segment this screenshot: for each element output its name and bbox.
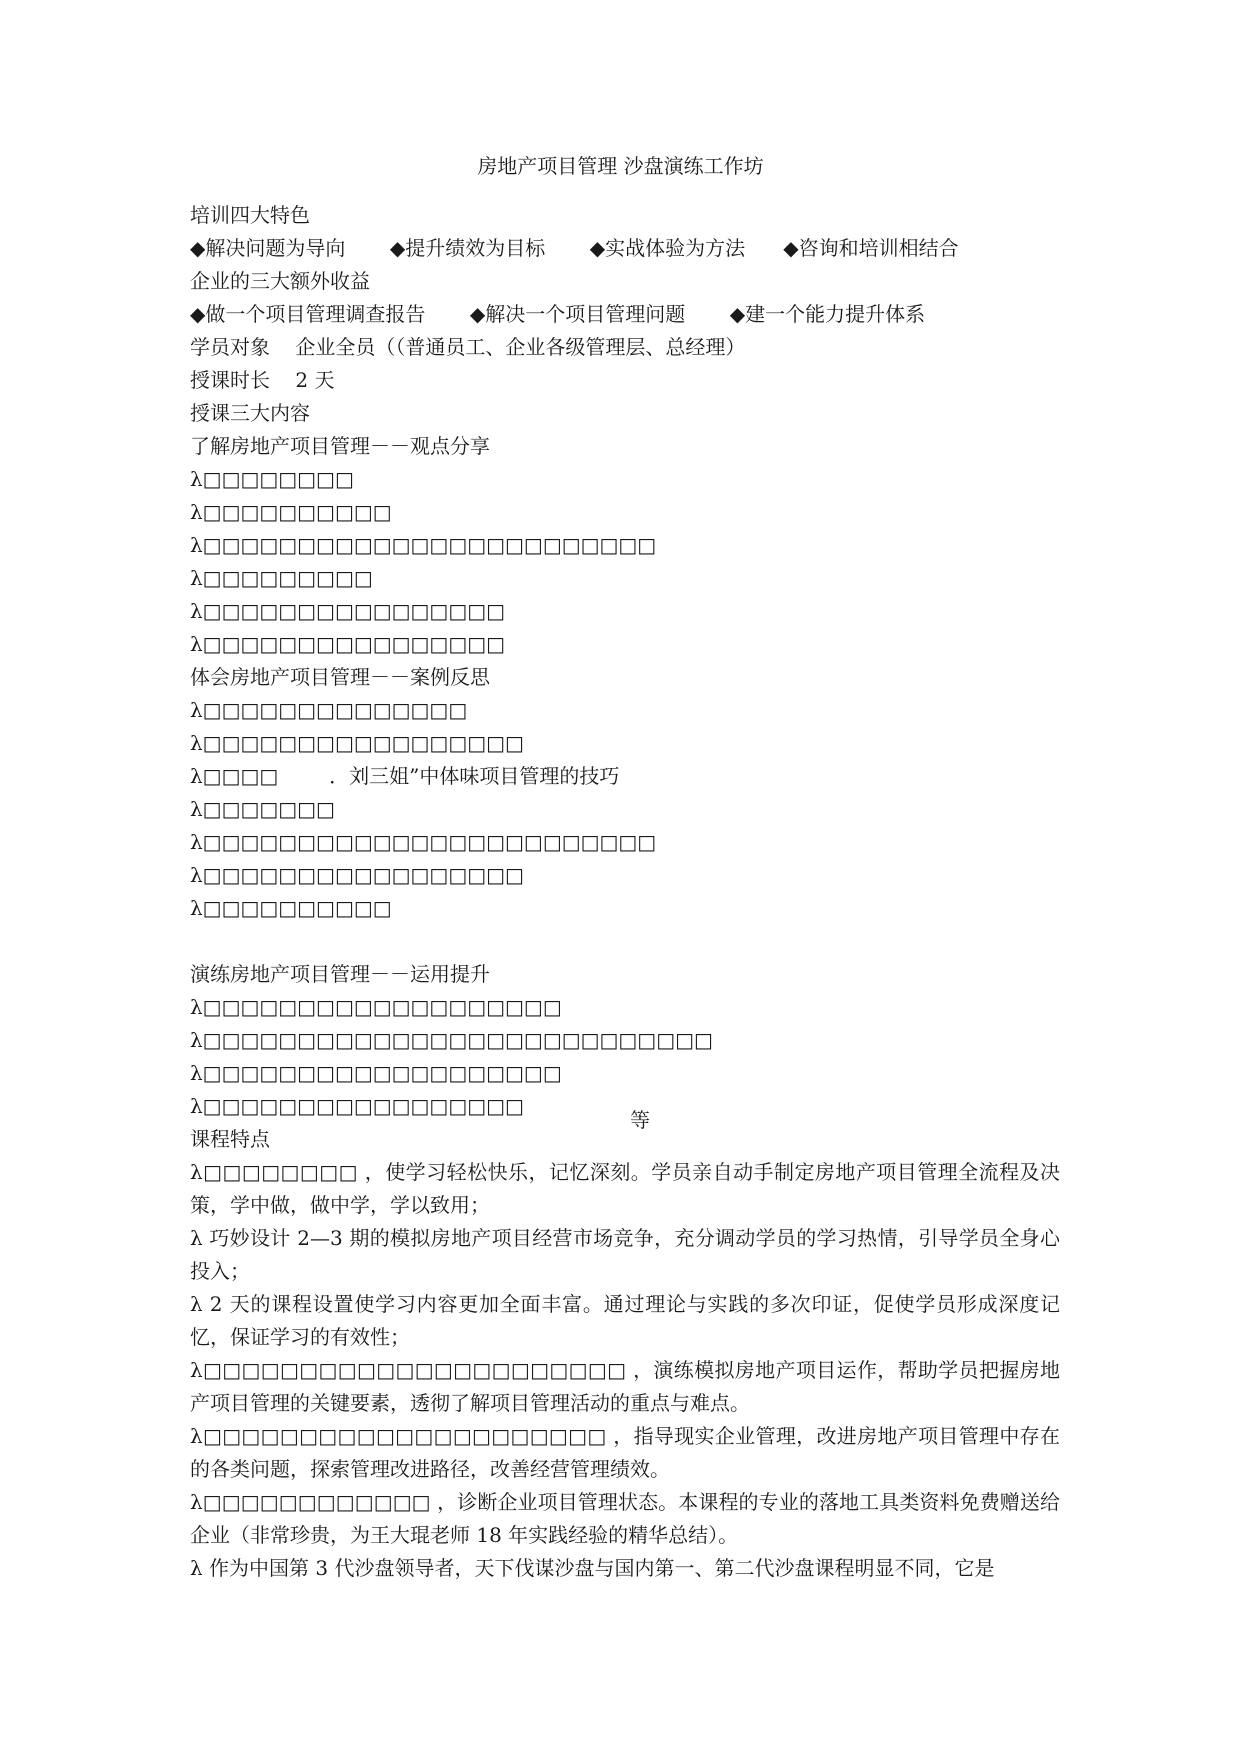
text-line: λ□□□□□□□□□□□□□□□□□□□□□□□□ <box>190 533 657 557</box>
text-line: λ□□□□□□□□□□□□□□□□□□□□□□□□□□□ <box>190 1028 713 1052</box>
text-line: λ□□□□□□□□□□ <box>190 896 392 920</box>
text-line: 课程特点 <box>190 1127 270 1151</box>
feature-paragraph: λ 巧妙设计 2—3 期的模拟房地产项目经营市场竞争，充分调动学员的学习热情，引导学员全身心投入； <box>190 1226 1060 1283</box>
document-title: 房地产项目管理 沙盘演练工作坊 <box>477 154 764 178</box>
text-line: λ□□□□□□□□□□□□□□□□□ <box>190 1094 524 1118</box>
text-line: λ□□□□□□□□□□□□□□□□ <box>190 599 506 623</box>
text-line: λ□□□□□□□□□□□□□□□□□ <box>190 863 524 887</box>
text-line: λ□□□□□□□□□□□□□□□□□□□ <box>190 995 562 1019</box>
feature-paragraph: λ 2 天的课程设置使学习内容更加全面丰富。通过理论与实践的多次印证，促使学员形成深度记忆，保证学习的有效性； <box>190 1292 1060 1349</box>
text-line: ◆做一个项目管理调查报告 ◆解决一个项目管理问题 ◆建一个能力提升体系 <box>190 302 926 326</box>
etc-text: 等 <box>630 1108 650 1132</box>
text-line: 授课时长 2 天 <box>190 368 335 392</box>
text-line: λ□□□□□□□□□□□□□□□□ <box>190 632 506 656</box>
text-line: λ□□□□□□□□□□□□□□□□□□□ <box>190 1061 562 1085</box>
text-line: λ□□□□□□□□□□□□□□ <box>190 698 468 722</box>
text-line: 演练房地产项目管理－－运用提升 <box>190 962 490 986</box>
text-line: 体会房地产项目管理－－案例反思 <box>190 665 490 689</box>
text-line: λ□□□□□□□□□□ <box>190 500 392 524</box>
text-line: λ□□□□ ．刘三姐”中体味项目管理的技巧 <box>190 764 620 788</box>
text-line: 了解房地产项目管理－－观点分享 <box>190 434 490 458</box>
text-line: ◆解决问题为导向 ◆提升绩效为目标 ◆实战体验为方法 ◆咨询和培训相结合 <box>190 236 959 260</box>
text-line: 培训四大特色 <box>190 203 310 227</box>
text-line: λ□□□□□□□□ <box>190 467 354 491</box>
feature-paragraph: λ□□□□□□□□□□□□□□□□□□□□□ ，指导现实企业管理，改进房地产项目管理中存在的各类问题，探索管理改进路径，改善经营管理绩效。 <box>190 1424 1060 1481</box>
text-line: 企业的三大额外收益 <box>190 269 370 293</box>
feature-paragraph: λ□□□□□□□□□□□□ ，诊断企业项目管理状态。本课程的专业的落地工具类资料免费赠送给企业（非常珍贵，为王大琨老师 18 年实践经验的精华总结）。 <box>190 1490 1060 1547</box>
text-line: 学员对象 企业全员（（普通员工、企业各级管理层、总经理） <box>190 335 746 359</box>
feature-paragraph: λ□□□□□□□□ ，使学习轻松快乐，记忆深刻。学员亲自动手制定房地产项目管理全流程及决策，学中做，做中学，学以致用； <box>190 1160 1060 1217</box>
text-line: 授课三大内容 <box>190 401 310 425</box>
text-line: λ□□□□□□□□□□□□□□□□□□□□□□□□ <box>190 830 657 854</box>
text-line: λ□□□□□□□□□□□□□□□□□ <box>190 731 524 755</box>
text-line: λ□□□□□□□□□ <box>190 566 373 590</box>
feature-paragraph: λ 作为中国第 3 代沙盘领导者，天下伐谋沙盘与国内第一、第二代沙盘课程明显不同，它是 <box>190 1556 995 1580</box>
feature-paragraph: λ□□□□□□□□□□□□□□□□□□□□□□ ，演练模拟房地产项目运作，帮助学员把握房地产项目管理的关键要素，透彻了解项目管理活动的重点与难点。 <box>190 1358 1060 1415</box>
text-line: λ□□□□□□□ <box>190 797 335 821</box>
